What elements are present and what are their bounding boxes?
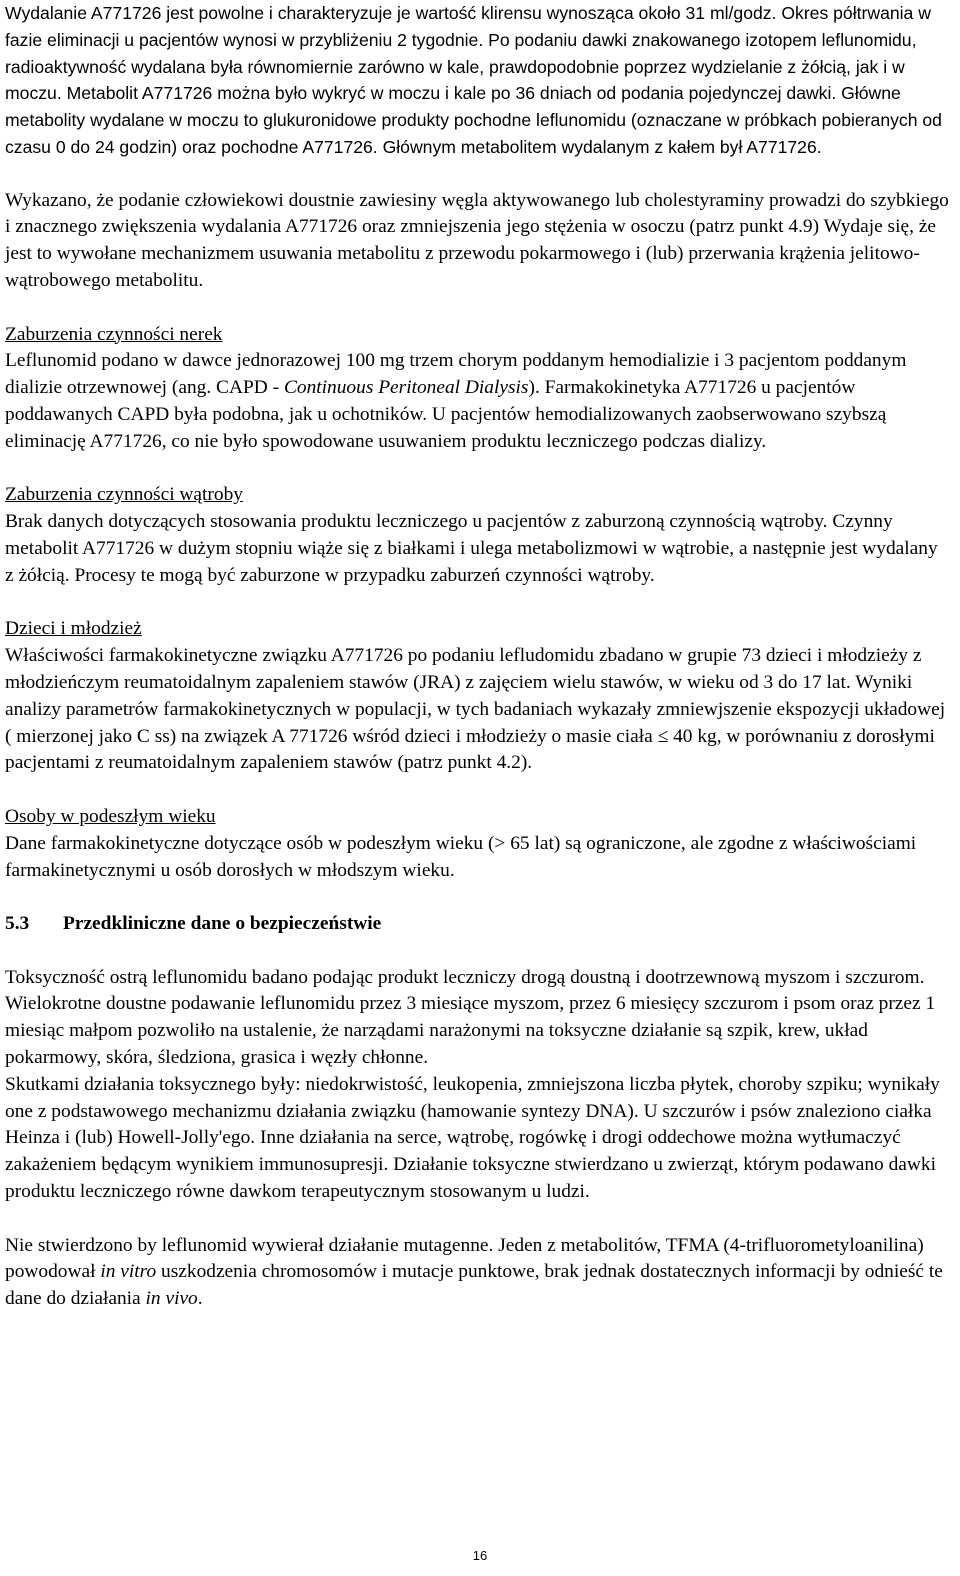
- section-heading: [5, 911, 950, 938]
- excretion-text: Wydalanie A771726 jest powolne i charakteryzuje je wartość klirensu wynosząca około 31 ml/godz. Okres półtrwania w fazie eliminacji u pacjentów wynosi w przybliżeniu 2 tygodnie. Po podaniu dawki znakowanego izotopem leflunomidu, radioaktywność wydalana była równomiernie zarówno w kale, prawdopodobnie poprzez wydzielanie z żółcią, jak i w moczu. Metabolit A771726 można było wykryć w moczu i kale po 36 dniach od podania pojedynczej dawki. Główne metabolity wydalane w moczu to glukuronidowe produkty pochodne leflunomidu (oznaczane w próbkach pobieranych od czasu 0 do 24 godzin) oraz pochodne A771726. Głównym metabolitem wydalanym z kałem był A771726.: [5, 3, 942, 157]
- section-number: 5.3: [5, 913, 30, 935]
- mutagen-text-b: uszkodzenia chromosomów i mutacje punktowe, brak jednak dostatecznych informacji by odnieść te dane do działania: [5, 1261, 943, 1310]
- renal-text-b: ). Farmakokinetyka A771726 u pacjentów poddawanych CAPD była podobna, jak u ochotników. U pacjentów hemodializowanych zaobserwowano szybszą eliminację A771726, co nie było spowodowane usuwaniem produktu leczniczego podczas dializy.: [5, 377, 887, 452]
- mutagenicity-paragraph: [5, 1233, 950, 1313]
- mutagen-text-c: .: [197, 1288, 203, 1310]
- children-adolescents-heading: Dzieci i młodzież: [5, 618, 142, 640]
- toxicity-paragraph-1: Toksyczność ostrą leflunomidu badano podając produkt leczniczy drogą doustną i dootrzewnową myszom i szczurom. Wielokrotne doustne podawanie leflunomidu przez 3 miesiące myszom, przez 6 miesięcy szczurom i psom oraz przez 1 miesiąc małpom pozwoliło na ustalenie, że narządami narażonymi na toksyczne działanie są szpik, krew, układ pokarmowy, skóra, śledziona, grasica i węzły chłonne.: [5, 966, 936, 1069]
- page-number: 16: [472, 1548, 488, 1563]
- renal-impairment-heading: Zaburzenia czynności nerek: [5, 323, 223, 345]
- elderly-heading: Osoby w podeszłym wieku: [5, 805, 216, 827]
- renal-impairment-paragraph: [5, 348, 950, 455]
- toxicity-paragraph-2: Skutkami działania toksycznego były: niedokrwistość, leukopenia, zmniejszona liczba płytek, choroby szpiku; wynikały one z podstawowego mechanizmu działania związku (hamowanie syntezy DNA). U szczurów i psów znaleziono ciałka Heinza i (lub) Howell-Jolly'ego. Inne działania na serce, wątrobę, rogówkę i drogi oddechowe można wytłumaczyć zakażeniem będącym wynikiem immunosupresji. Działanie toksyczne stwierdzano u zwierząt, którym podawano dawki produktu leczniczego równe dawkom terapeutycznym stosowanym u ludzi.: [5, 1073, 940, 1203]
- children-adolescents-paragraph: Właściwości farmakokinetyczne związku A771726 po podaniu lefludomidu zbadano w grupie 73 dzieci i młodzieży z młodzieńczym reumatoidalnym zapaleniem stawów (JRA) z zajęciem wielu stawów, w wieku od 3 do 17 lat. Wyniki analizy parametrów farmakokinetycznych w populacji, w tych badaniach wykazały zmniewjszenie ekspozycji układowej ( mierzonej jako C ss) na związek A 771726 wśród dzieci i młodzieży o masie ciała ≤ 40 kg, w porównaniu z dorosłymi pacjentami z reumatoidalnym zapaleniem stawów (patrz punkt 4.2).: [5, 645, 946, 774]
- mutagen-italic-in-vivo: in vivo: [145, 1288, 198, 1310]
- hepatic-impairment-heading: Zaburzenia czynności wątroby: [5, 484, 243, 506]
- renal-text-italic: Continuous Peritoneal Dialysis: [283, 377, 529, 399]
- hepatic-impairment-paragraph: Brak danych dotyczących stosowania produktu leczniczego u pacjentów z zaburzoną czynnością wątroby. Czynny metabolit A771726 w dużym stopniu wiąże się z białkami i ulega metabolizmowi w wątrobie, a następnie jest wydalany z żółcią. Procesy te mogą być zaburzone w przypadku zaburzeń czynności wątroby.: [5, 511, 938, 586]
- mutagen-italic-in-vitro: in vitro: [100, 1261, 157, 1283]
- charcoal-cholestyramine-paragraph: Wykazano, że podanie człowiekowi doustnie zawiesiny węgla aktywowanego lub cholestyraminy prowadzi do szybkiego i znacznego zwiększenia wydalania A771726 oraz zmniejszenia jego stężenia w osoczu (patrz punkt 4.9) Wydaje się, że jest to wywołane mechanizmem usuwania metabolitu z przewodu pokarmowego i (lub) przerwania krążenia jelitowo-wątrobowego metabolitu.: [5, 189, 949, 291]
- document-body: [5, 0, 950, 1313]
- renal-text-a: Leflunomid podano w dawce jednorazowej 100 mg trzem chorym poddanym hemodializie i 3 pacjentom poddanym dializie otrzewnowej (ang. CAPD -: [5, 350, 907, 399]
- excretion-paragraph: [5, 0, 950, 161]
- elderly-paragraph: Dane farmakokinetyczne dotyczące osób w podeszłym wieku (> 65 lat) są ograniczone, ale zgodne z właściwościami farmakinetycznymi u osób dorosłych w młodszym wieku.: [5, 832, 917, 881]
- mutagen-text-a: Nie stwierdzono by leflunomid wywierał działanie mutagenne. Jeden z metabolitów, TFMA (4-trifluorometyloanilina) powodował: [5, 1234, 924, 1283]
- section-title: Przedkliniczne dane o bezpieczeństwie: [63, 913, 382, 935]
